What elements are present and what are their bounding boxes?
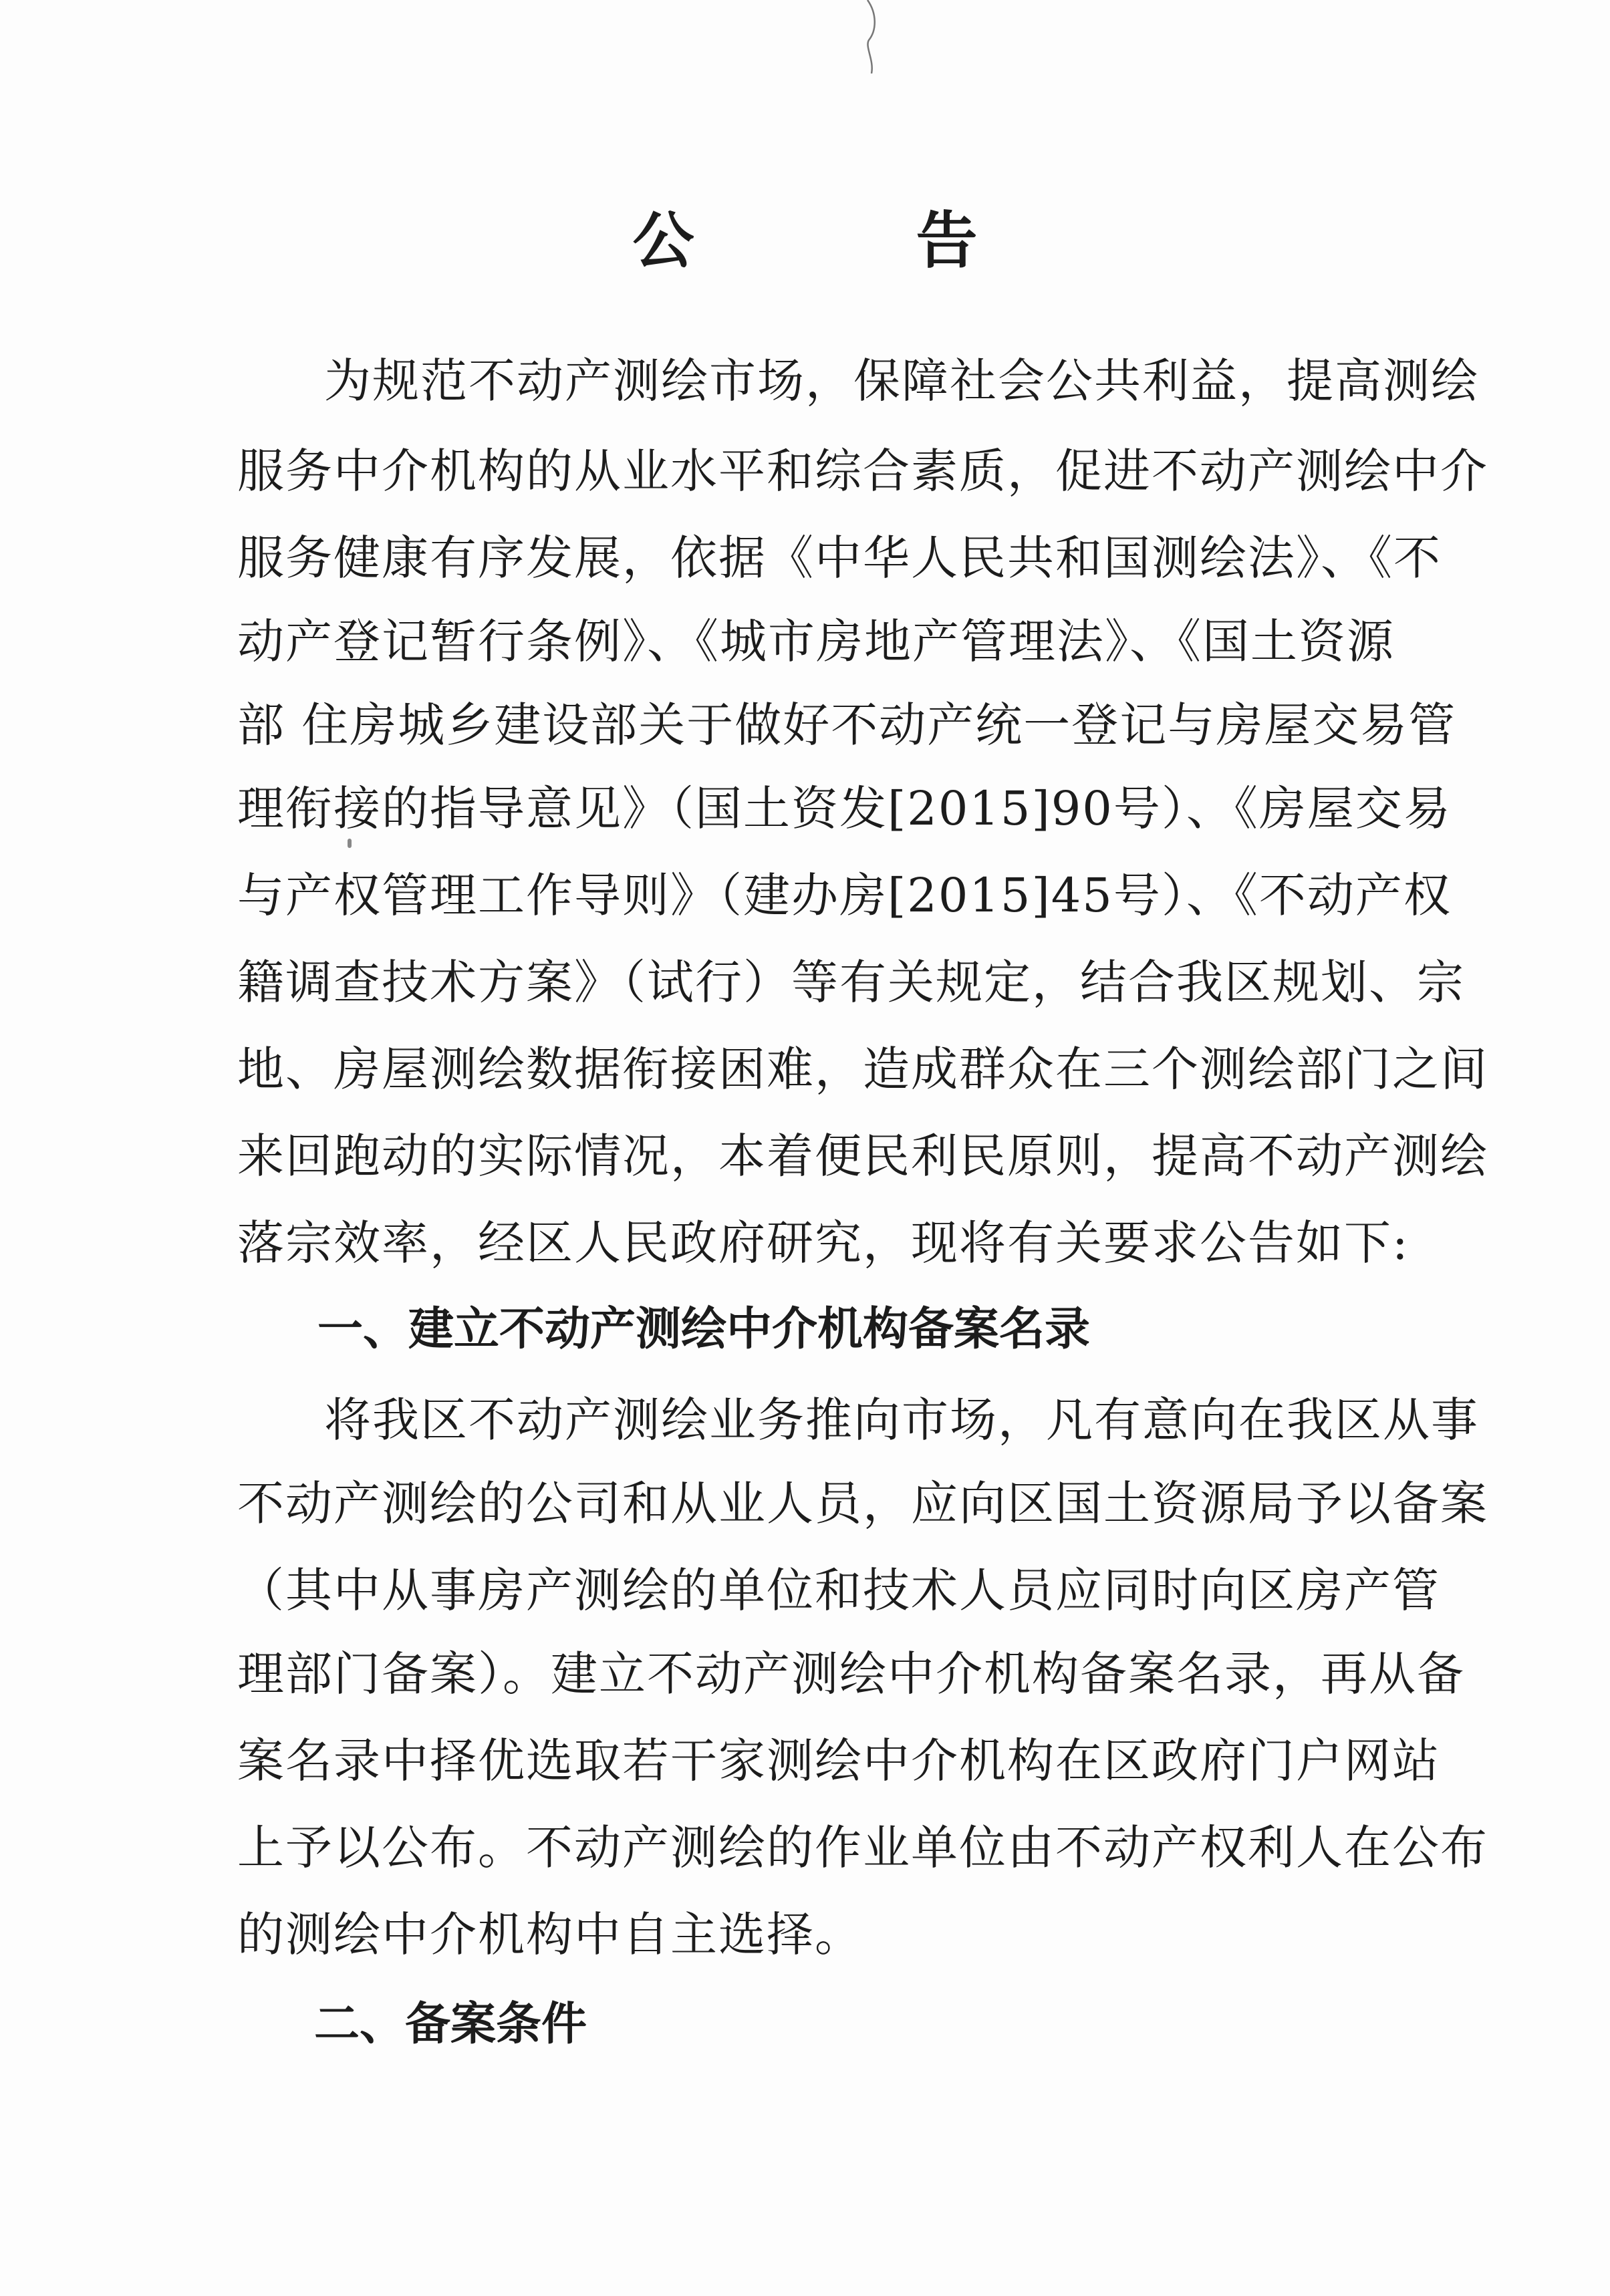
- intro-line: 来回跑动的实际情况，本着便民利民原则，提高不动产测绘: [237, 1129, 1488, 1183]
- scan-mark-icon: [862, 0, 882, 74]
- section-1-line: 的测绘中介机构中自主选择。: [237, 1907, 863, 1962]
- intro-line: 籍调查技术方案》（试行）等有关规定，结合我区规划、宗: [237, 955, 1465, 1010]
- intro-line: 地、房屋测绘数据衔接困难，造成群众在三个测绘部门之间: [237, 1042, 1488, 1097]
- section-1-line: 将我区不动产测绘业务推向市场，凡有意向在我区从事: [324, 1393, 1479, 1447]
- section-2-heading: 二、备案条件: [314, 1998, 587, 2051]
- section-1-line: （其中从事房产测绘的单位和技术人员应同时向区房产管: [237, 1563, 1440, 1618]
- intro-line: 服务中介机构的从业水平和综合素质，促进不动产测绘中介: [237, 444, 1488, 498]
- section-1-line: 案名录中择优选取若干家测绘中介机构在区政府门户网站: [237, 1733, 1440, 1788]
- intro-line: 部 住房城乡建设部关于做好不动产统一登记与房屋交易管: [237, 698, 1457, 752]
- intro-line: 动产登记暂行条例》、《城市房地产管理法》、《国土资源: [237, 614, 1395, 669]
- section-1-line: 不动产测绘的公司和从业人员，应向区国土资源局予以备案: [237, 1476, 1488, 1531]
- scan-speck: [348, 839, 352, 848]
- section-1-heading: 一、建立不动产测绘中介机构备案名录: [317, 1303, 1091, 1356]
- intro-line: 与产权管理工作导则》（建办房[2015]45号）、《不动产权: [237, 868, 1452, 923]
- section-1-line: 理部门备案）。建立不动产测绘中介机构备案名录，再从备: [237, 1646, 1465, 1701]
- document-title: 公 告: [632, 204, 1078, 277]
- intro-line: 理衔接的指导意见》（国土资发[2015]90号）、《房屋交易: [237, 781, 1452, 836]
- section-1-line: 上予以公布。不动产测绘的作业单位由不动产权利人在公布: [237, 1820, 1488, 1875]
- intro-line: 服务健康有序发展，依据《中华人民共和国测绘法》、《不: [237, 531, 1442, 585]
- intro-line: 落宗效率，经区人民政府研究，现将有关要求公告如下:: [237, 1215, 1410, 1270]
- intro-line: 为规范不动产测绘市场，保障社会公共利益，提高测绘: [324, 353, 1479, 408]
